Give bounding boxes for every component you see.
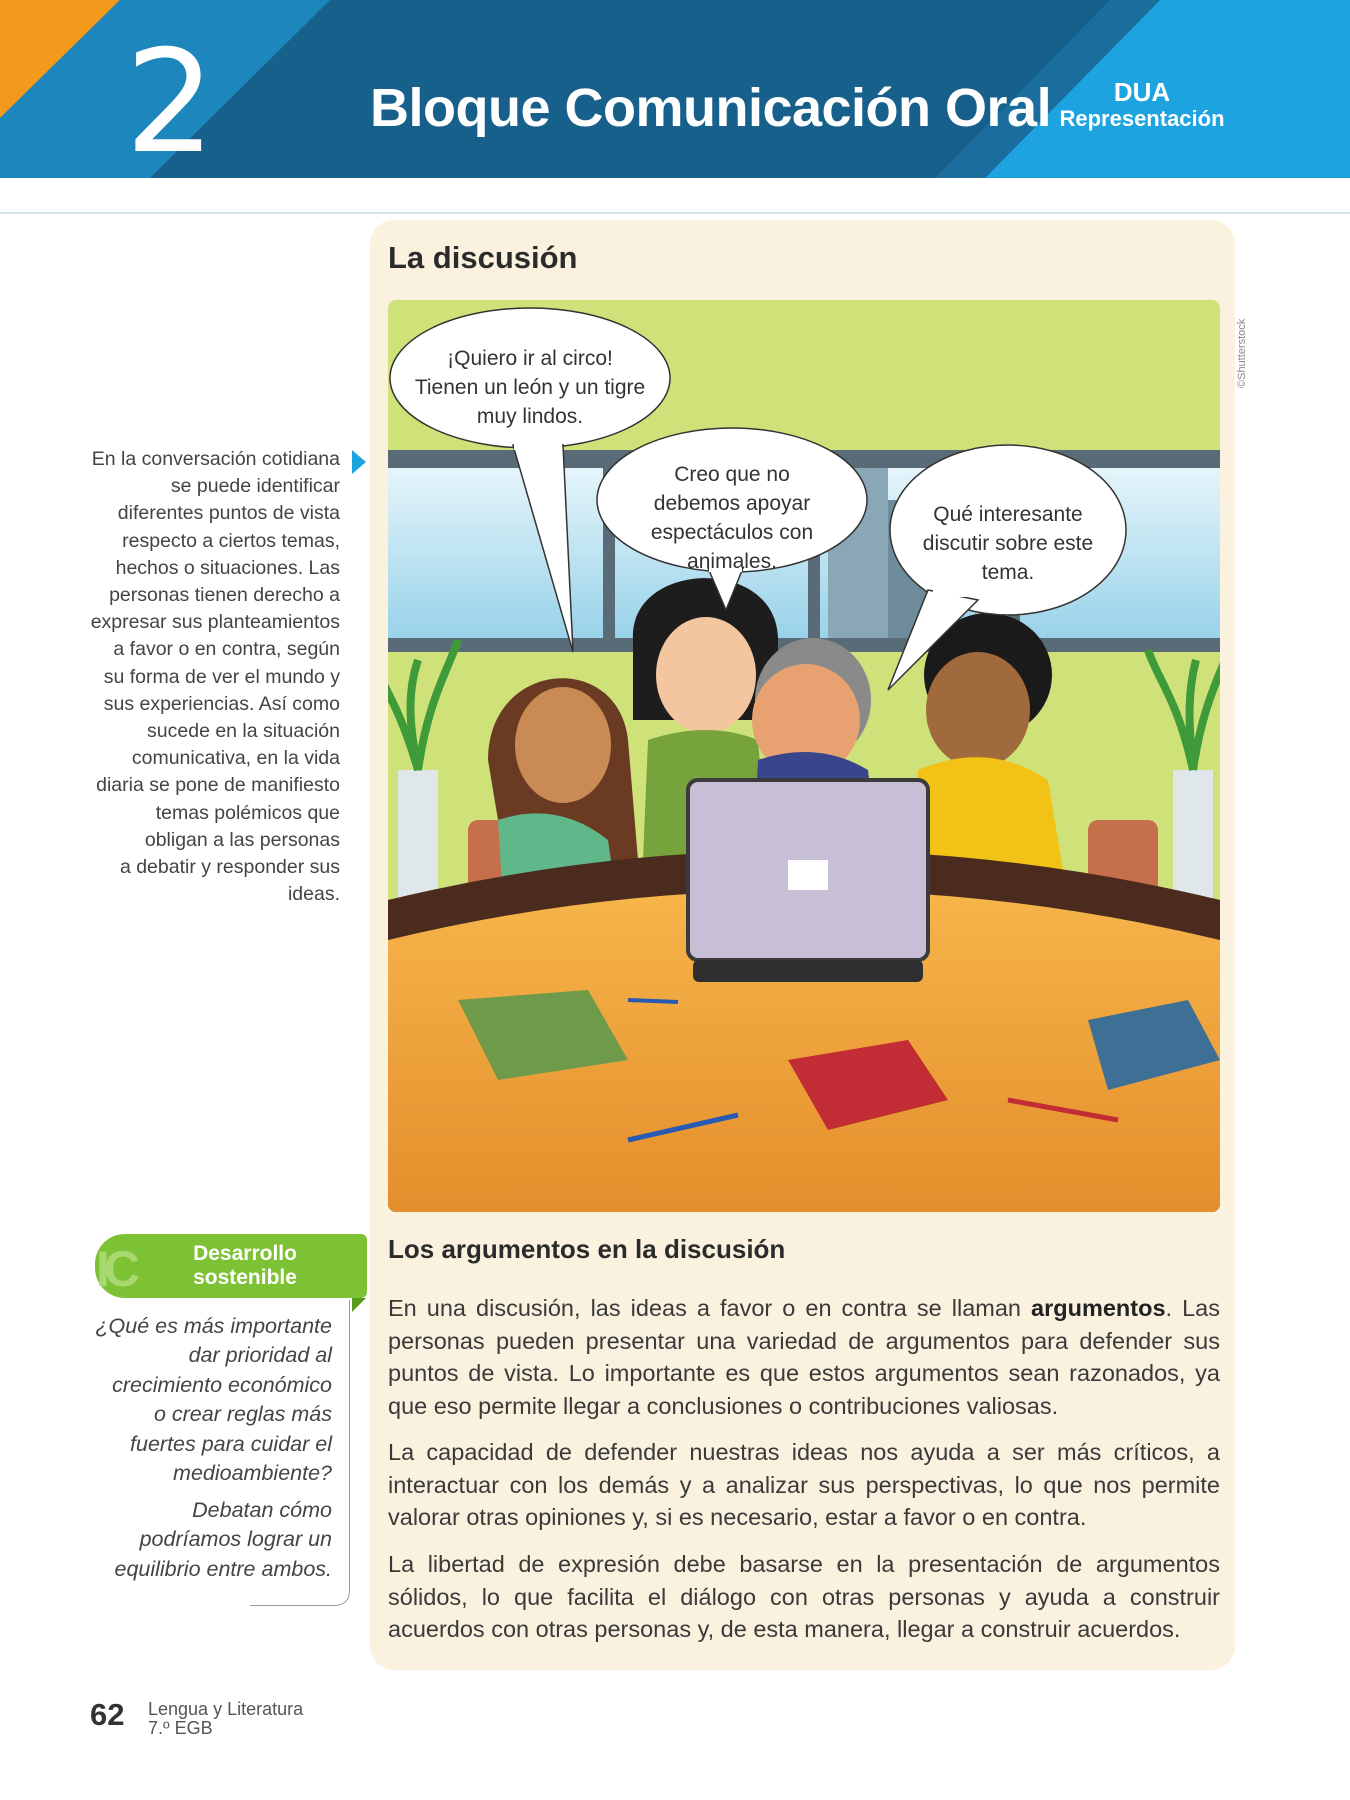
intro-text	[72, 446, 340, 908]
ic-logo-icon: IC	[96, 1241, 134, 1297]
dua-label	[1052, 78, 1232, 131]
dua-subtitle: Representación	[1059, 105, 1225, 131]
section-title: La discusión	[388, 240, 578, 275]
intro-line: expresar sus planteamientos	[90, 611, 340, 634]
intro-line: personas tienen derecho a	[109, 584, 340, 607]
intro-line: ideas.	[287, 883, 340, 906]
subject-label	[148, 1700, 303, 1738]
discussion-illustration	[388, 300, 1220, 1212]
debate-prompt	[90, 1496, 332, 1584]
intro-line: diaria se pone de manifiesto	[96, 774, 340, 797]
page-number: 62	[90, 1697, 125, 1732]
paragraph-critical: La capacidad de defender nuestras ideas nos ayuda a ser más críticos, a interactuar con los demás y a analizar sus perspectivas, lo que nos permite valorar otras opiniones y, si es necesario, estar a favor o en contra.	[388, 1439, 1220, 1530]
question-line: medioambiente?	[173, 1461, 332, 1486]
paragraph-text: . Las personas pueden presentar una variedad de argumentos para defender sus puntos de vista. Lo importante es que estos argumentos sean razonados, ya que eso permite llegar a conclusiones o contribuciones valiosas.	[388, 1295, 1221, 1419]
intro-line: sucede en la situación	[147, 720, 340, 743]
bubble-line: Tienen un león y un tigre	[414, 376, 646, 399]
paragraph-text: En una discusión, las ideas a favor o en contra se llaman	[388, 1295, 1032, 1321]
bubble-line: muy lindos.	[476, 405, 584, 428]
speech-bubble-circus	[390, 344, 670, 431]
grade-label: 7.º EGB	[148, 1718, 213, 1738]
question-line: ¿Qué es más importante	[95, 1314, 332, 1338]
speech-bubble-interesting	[898, 500, 1118, 587]
prompt-line: Debatan cómo	[192, 1498, 332, 1522]
bubble-line: animales.	[687, 550, 777, 573]
prompt-line: podríamos lograr un	[139, 1527, 332, 1552]
intro-line: su forma de ver el mundo y	[103, 665, 340, 688]
pointer-arrow-icon	[352, 450, 366, 474]
classroom-scene	[388, 300, 1220, 1212]
bubble-line: Qué interesante	[933, 503, 1083, 526]
intro-line: a favor o en contra, según	[113, 638, 340, 661]
intro-line: respecto a ciertos temas,	[122, 529, 340, 552]
question-line: dar prioridad al	[188, 1343, 332, 1368]
bubble-line: espectáculos con	[650, 521, 814, 544]
intro-line: temas polémicos que	[155, 801, 340, 824]
image-credit: ©Shutterstock	[1236, 318, 1248, 388]
paragraph-freedom: La libertad de expresión debe basarse en la presentación de argumentos sólidos, lo que facilita el diálogo con otras personas y ayuda a construir acuerdos con otras personas y, de esta manera, llegar a construir acuerdos.	[388, 1551, 1220, 1642]
intro-line: obligan a las personas	[144, 828, 340, 851]
title-line: Desarrollo	[193, 1242, 297, 1265]
tab-fold	[352, 1298, 366, 1312]
intro-line: hechos o situaciones. Las	[115, 556, 340, 579]
header-banner	[0, 0, 1350, 178]
intro-line: se puede identificar	[170, 475, 340, 498]
intro-line: diferentes puntos de vista	[117, 502, 340, 525]
header-rule	[0, 212, 1350, 214]
intro-line: En la conversación cotidiana	[91, 448, 340, 470]
question-line: crecimiento económico	[112, 1372, 332, 1397]
dua-title: DUA	[1113, 77, 1171, 107]
sustainable-development-title	[170, 1242, 320, 1290]
intro-line: a debatir y responder sus	[119, 856, 340, 879]
keyword-argumentos: argumentos	[1031, 1295, 1166, 1321]
bubble-line: tema.	[981, 561, 1035, 584]
laptop	[688, 780, 928, 982]
speech-bubble-animals	[602, 460, 862, 576]
bubble-line: ¡Quiero ir al circo!	[447, 347, 613, 370]
intro-line: comunicativa, en la vida	[131, 747, 340, 770]
intro-line: sus experiencias. Así como	[103, 692, 340, 715]
bubble-line: discutir sobre este	[922, 532, 1094, 555]
bubble-line: debemos apoyar	[653, 492, 811, 515]
chapter-number: 2	[125, 20, 216, 178]
sustainability-question	[90, 1312, 332, 1488]
question-line: fuertes para cuidar el	[130, 1431, 332, 1456]
question-line: o crear reglas más	[153, 1402, 332, 1427]
subject-name: Lengua y Literatura	[148, 1699, 304, 1719]
subsection-title: Los argumentos en la discusión	[388, 1234, 786, 1264]
prompt-line: equilibrio entre ambos.	[114, 1556, 332, 1581]
bubble-line: Creo que no	[674, 463, 790, 486]
paragraph-arguments	[388, 1292, 1220, 1422]
title-line: sostenible	[193, 1266, 297, 1289]
block-title: Bloque Comunicación Oral	[370, 78, 1052, 138]
